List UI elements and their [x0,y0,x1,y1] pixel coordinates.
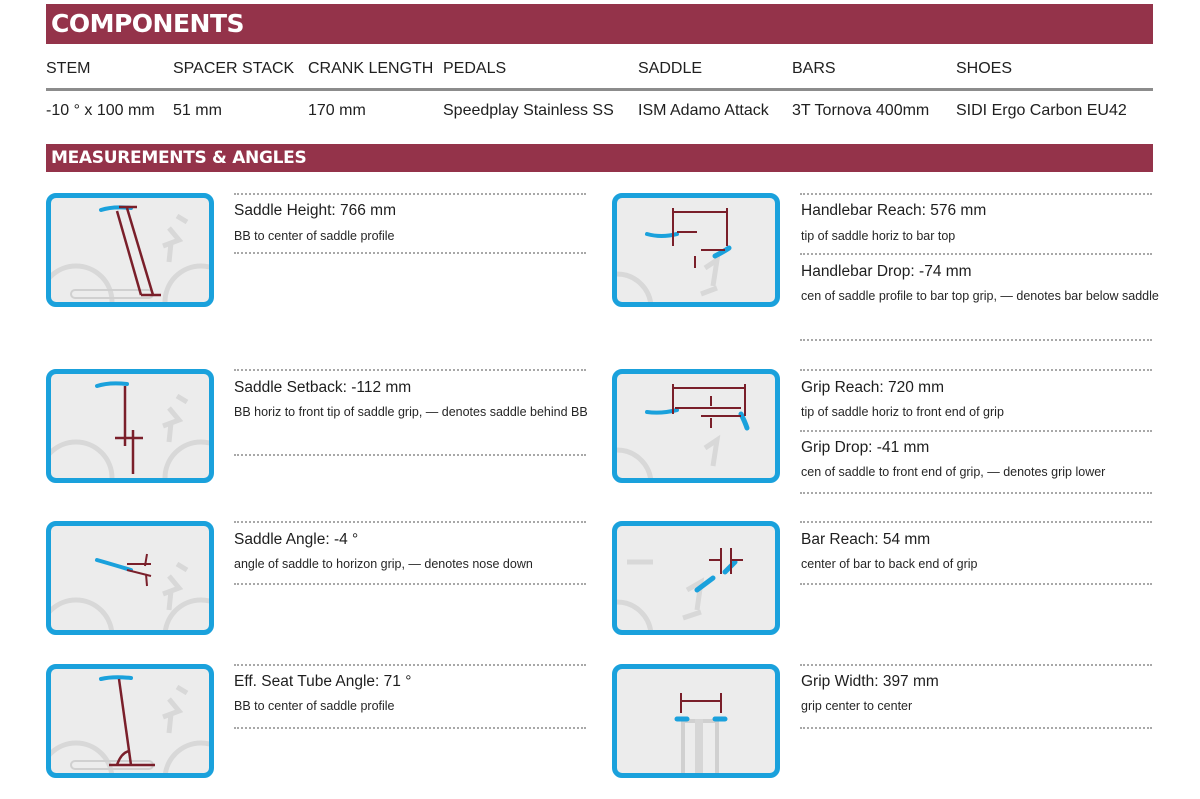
seat-tube-angle-diagram [46,664,214,778]
handlebar-reach-desc: tip of saddle horiz to bar top [801,229,956,243]
divider [800,727,1152,729]
component-header: SHOES [956,60,1013,77]
grip-drop-desc: cen of saddle to front end of grip, — denotes grip lower [801,465,1106,479]
components-title: COMPONENTS [51,9,245,38]
handlebar-drop-desc: cen of saddle profile to bar top grip, — denotes bar below saddle [801,289,1159,303]
divider [800,583,1152,585]
saddle-angle-title: Saddle Angle: -4 ° [234,531,359,548]
grip-reach-title: Grip Reach: 720 mm [801,379,944,396]
divider [800,664,1152,666]
grip-width-diagram [612,664,780,778]
divider [800,430,1152,432]
divider [800,521,1152,523]
component-column-stem [46,52,155,136]
divider [234,454,586,456]
handlebar-drop-title: Handlebar Drop: -74 mm [801,263,972,280]
divider [234,727,586,729]
grip-width-title: Grip Width: 397 mm [801,673,939,690]
measurements-banner [46,144,1153,172]
divider [800,193,1152,195]
component-column-crank-length [308,52,433,136]
component-header: CRANK LENGTH [308,60,434,77]
grip-reach-diagram [612,369,780,483]
divider [234,193,586,195]
seat-tube-angle-desc: BB to center of saddle profile [234,699,395,713]
bar-reach-title: Bar Reach: 54 mm [801,531,931,548]
saddle-height-desc: BB to center of saddle profile [234,229,395,243]
divider [800,492,1152,494]
divider [800,339,1152,341]
divider [234,252,586,254]
saddle-angle-diagram [46,521,214,635]
grip-reach-desc: tip of saddle horiz to front end of grip [801,405,1004,419]
component-column-pedals [443,52,614,136]
component-header: SPACER STACK [173,60,295,77]
seat-tube-angle-title: Eff. Seat Tube Angle: 71 ° [234,673,412,690]
saddle-height-title: Saddle Height: 766 mm [234,202,396,219]
component-header: STEM [46,60,91,77]
measurements-title: MEASUREMENTS & ANGLES [51,148,307,168]
component-value: -10 ° x 100 mm [46,102,155,119]
header-divider [46,88,1153,91]
grip-drop-title: Grip Drop: -41 mm [801,439,930,456]
component-value: 3T Tornova 400mm [792,102,930,119]
handlebar-reach-diagram [612,193,780,307]
divider [234,583,586,585]
divider [800,253,1152,255]
saddle-setback-title: Saddle Setback: -112 mm [234,379,412,396]
component-value: ISM Adamo Attack [638,102,769,119]
component-value: Speedplay Stainless SS [443,102,614,119]
saddle-height-diagram [46,193,214,307]
divider [234,369,586,371]
component-header: SADDLE [638,60,703,77]
handlebar-reach-title: Handlebar Reach: 576 mm [801,202,987,219]
saddle-angle-desc: angle of saddle to horizon grip, — denotes nose down [234,557,533,571]
component-column-bars [792,52,929,136]
grip-width-desc: grip center to center [801,699,913,713]
component-header: BARS [792,60,836,77]
bar-reach-diagram [612,521,780,635]
divider [800,369,1152,371]
divider [234,521,586,523]
components-table [46,52,1153,132]
saddle-setback-diagram [46,369,214,483]
saddle-setback-desc: BB horiz to front tip of saddle grip, — denotes saddle behind BB [234,405,588,419]
component-column-spacer-stack [173,52,294,136]
component-header: PEDALS [443,60,507,77]
components-banner [46,4,1153,44]
component-column-saddle [638,52,769,136]
component-column-shoes [956,52,1127,136]
divider [234,664,586,666]
bar-reach-desc: center of bar to back end of grip [801,557,978,571]
component-value: 170 mm [308,102,366,119]
component-value: 51 mm [173,102,222,119]
component-value: SIDI Ergo Carbon EU42 [956,102,1127,119]
